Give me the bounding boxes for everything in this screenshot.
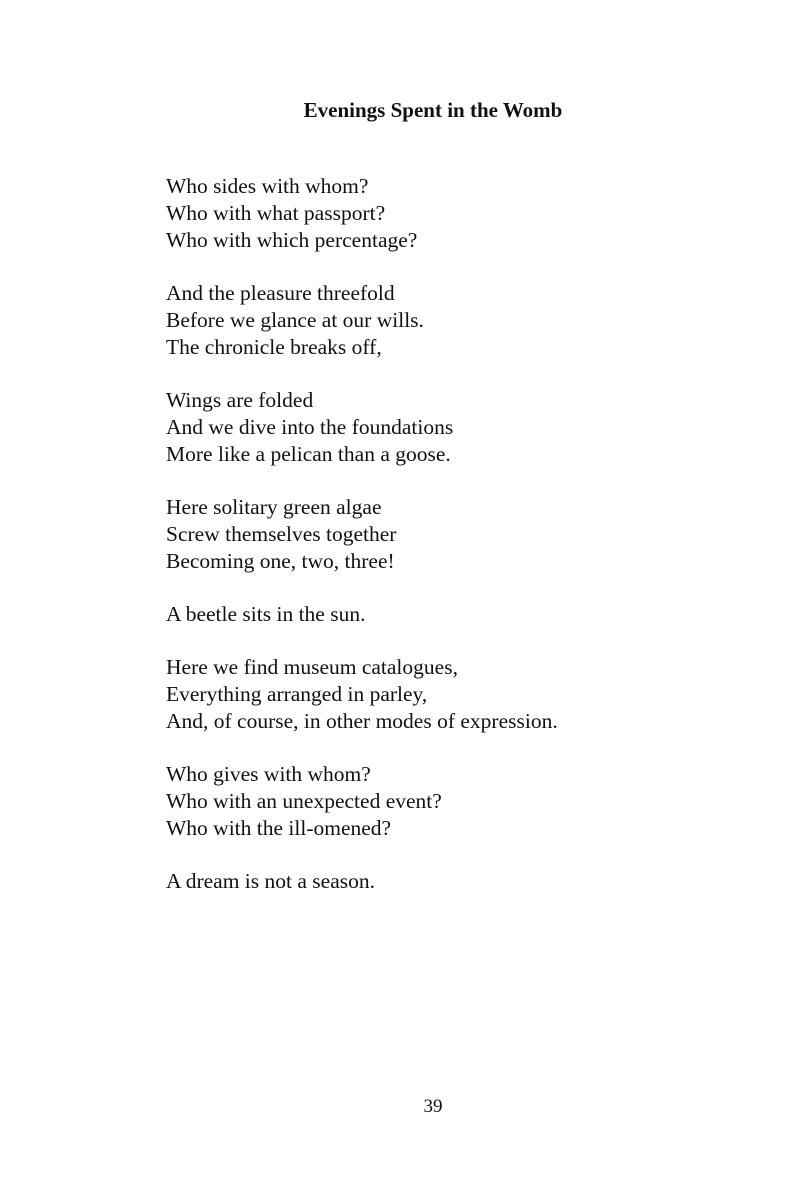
poem-line: Here we find museum catalogues, [166, 655, 458, 679]
poem-line: Who with the ill-omened? [166, 816, 392, 840]
poem-line: Before we glance at our wills. [166, 308, 424, 332]
poem-line: And we dive into the foundations [166, 415, 454, 439]
stanza [166, 654, 766, 735]
poem-line: Everything arranged in parley, [166, 682, 428, 706]
poem-line: The chronicle breaks off, [166, 335, 382, 359]
stanza [166, 173, 766, 254]
stanza [166, 494, 766, 575]
poem-line: Becoming one, two, three! [166, 549, 395, 573]
poem-line: Who sides with whom? [166, 174, 369, 198]
page-number: 39 [423, 1096, 443, 1117]
poem-line: Who with which percentage? [166, 228, 418, 252]
stanza [166, 387, 766, 468]
stanza [166, 280, 766, 361]
poem-line: Screw themselves together [166, 522, 397, 546]
poem-line: A beetle sits in the sun. [166, 602, 366, 626]
stanza [166, 868, 766, 895]
poem-title: Evenings Spent in the Womb [303, 98, 563, 122]
poem-line: And the pleasure threefold [166, 281, 395, 305]
poem-line: Wings are folded [166, 388, 314, 412]
poem-line: Who with what passport? [166, 201, 386, 225]
stanza [166, 601, 766, 628]
stanza [166, 761, 766, 842]
poem-line: A dream is not a season. [166, 869, 375, 893]
poem-body [166, 173, 766, 921]
poem-line: Who gives with whom? [166, 762, 371, 786]
poem-line: Here solitary green algae [166, 495, 382, 519]
poem-line: And, of course, in other modes of expression. [166, 709, 558, 733]
poem-line: More like a pelican than a goose. [166, 442, 451, 466]
poem-line: Who with an unexpected event? [166, 789, 442, 813]
